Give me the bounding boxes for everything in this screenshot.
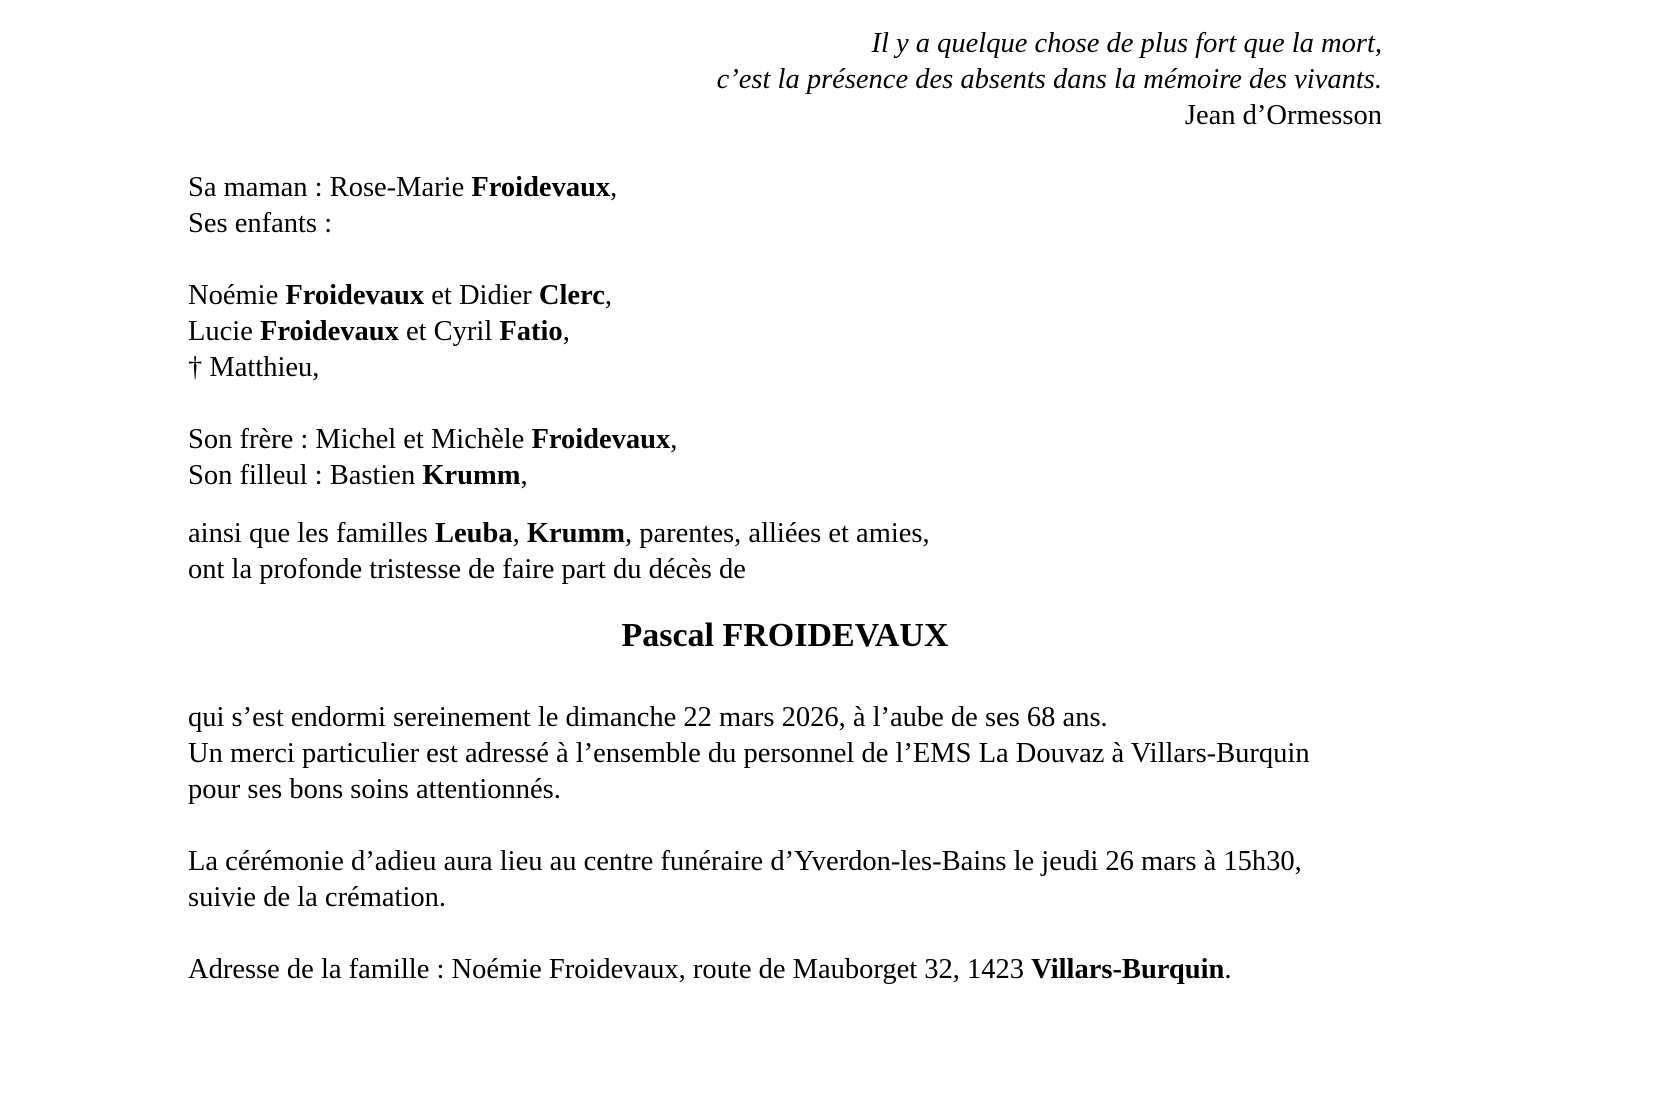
text-run: ,: [670, 424, 678, 455]
family-name-bold: Froidevaux: [260, 316, 399, 347]
text-run: Noémie: [188, 280, 286, 311]
paragraph-children: [188, 278, 1382, 386]
text-run: Un merci particulier est adressé à l’ensemble du personnel de l’EMS La Douvaz à Villars-Burquin: [188, 738, 1310, 769]
text-run: ,: [610, 172, 618, 203]
paragraph-mother: [188, 170, 1382, 242]
quote-attribution: Jean d’Ormesson: [1184, 100, 1382, 131]
quote-line-1: Il y a quelque chose de plus fort que la mort,: [871, 28, 1382, 59]
quote-block: [0, 0, 1654, 134]
text-run: Son filleul : Bastien: [188, 460, 423, 491]
sorrow-line: ont la profonde tristesse de faire part du décès de: [188, 554, 746, 585]
document-body: [0, 170, 1654, 988]
family-name-bold: Froidevaux: [531, 424, 671, 455]
family-name-bold: Krumm: [526, 518, 625, 549]
family-name-bold: Froidevaux: [471, 172, 611, 203]
deceased-child-line: † Matthieu,: [188, 352, 320, 383]
text-run: et Cyril: [398, 316, 500, 347]
text-run: Son frère : Michel et Michèle: [188, 424, 532, 455]
paragraph-families-sorrow: [188, 516, 1382, 588]
text-run: .: [1224, 954, 1232, 985]
text-run: Lucie: [188, 316, 261, 347]
paragraph-family-address: [188, 952, 1382, 988]
text-run: ,: [604, 280, 612, 311]
paragraph-ceremony: [188, 844, 1382, 916]
text-run: pour ses bons soins attentionnés.: [188, 774, 561, 805]
text-run: suivie de la crémation.: [188, 882, 446, 913]
family-name-bold: Krumm: [422, 460, 521, 491]
paragraph-death-details: [188, 700, 1382, 808]
paragraph-brother-godson: [188, 422, 1382, 494]
family-name-bold: Clerc: [538, 280, 605, 311]
text-run: ,: [562, 316, 570, 347]
family-name-bold: Froidevaux: [285, 280, 425, 311]
text-run: qui s’est endormi sereinement le dimanche 22 mars 2026, à l’aube de ses 68 ans.: [188, 702, 1108, 733]
text-run: et Didier: [424, 280, 539, 311]
deceased-name-title: Pascal FROIDEVAUX: [621, 617, 949, 654]
quote-line-2: c’est la présence des absents dans la mémoire des vivants.: [716, 64, 1382, 95]
family-name-bold: Fatio: [499, 316, 563, 347]
text-run: ,: [520, 460, 528, 491]
text-run: Sa maman : Rose-Marie: [188, 172, 472, 203]
text-run: La cérémonie d’adieu aura lieu au centre funéraire d’Yverdon-les-Bains le jeudi 26 mars à 15h30,: [188, 846, 1302, 877]
place-name-bold: Villars-Burquin: [1031, 954, 1225, 985]
text-run: ,: [512, 518, 527, 549]
children-label: Ses enfants :: [188, 208, 333, 239]
text-run: , parentes, alliées et amies,: [624, 518, 930, 549]
text-run: ainsi que les familles: [188, 518, 435, 549]
family-name-bold: Leuba: [434, 518, 513, 549]
text-run: Adresse de la famille : Noémie Froidevaux, route de Mauborget 32, 1423: [188, 954, 1032, 985]
